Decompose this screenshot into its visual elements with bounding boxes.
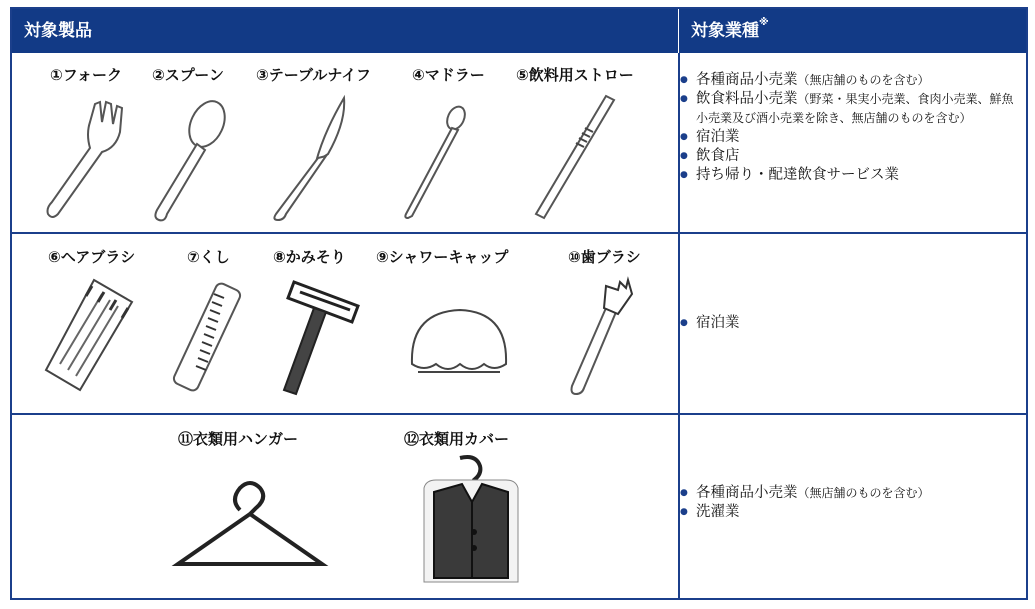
- razor-icon: [266, 276, 366, 401]
- industry-list: [680, 71, 1025, 185]
- knife-icon: [262, 92, 352, 222]
- products-header-title: 対象製品: [24, 21, 92, 41]
- product-label: ⑦くし: [187, 248, 230, 266]
- product-label: ④マドラー: [412, 66, 485, 84]
- product-label: ⑥ヘアブラシ: [48, 248, 136, 266]
- shower-cap-icon: [404, 302, 514, 387]
- industry-item: ● 飲食店: [680, 147, 1025, 166]
- industries-header-title: 対象業種: [691, 21, 759, 41]
- hairbrush-icon: [40, 272, 140, 402]
- industry-item: ● 持ち帰り・配達飲食サービス業: [680, 166, 1025, 185]
- industry-item: ● 洗濯業: [680, 503, 1025, 522]
- muddler-icon: [398, 92, 478, 222]
- spoon-icon: [145, 92, 235, 222]
- comb-icon: [160, 280, 250, 395]
- industry-item: ● 各種商品小売業（無店舗のものを含む）: [680, 71, 1025, 90]
- industry-item: ● 各種商品小売業（無店舗のものを含む）: [680, 484, 1025, 503]
- straw-icon: [530, 92, 620, 222]
- fork-icon: [40, 92, 130, 222]
- industries-header: [679, 9, 1026, 53]
- hanger-icon: [170, 470, 330, 575]
- toothbrush-icon: [560, 272, 640, 402]
- products-header: [12, 9, 678, 53]
- product-label: ③テーブルナイフ: [256, 66, 371, 84]
- product-label: ⑪衣類用ハンガー: [178, 430, 299, 448]
- row-divider: [12, 413, 1026, 415]
- industry-item: ● 宿泊業: [680, 128, 1025, 147]
- industry-list: [680, 484, 1025, 522]
- garment-cover-icon: [416, 452, 526, 587]
- product-label: ①フォーク: [50, 66, 122, 84]
- product-label: ⑨シャワーキャップ: [376, 248, 509, 266]
- industry-list: [680, 314, 1025, 333]
- product-label: ⑫衣類用カバー: [404, 430, 510, 448]
- industries-footnote-mark: ※: [759, 17, 769, 28]
- product-label: ⑧かみそり: [273, 248, 346, 266]
- product-label: ②スプーン: [152, 66, 224, 84]
- row-divider: [12, 232, 1026, 234]
- product-label: ⑤飲料用ストロー: [516, 66, 634, 84]
- product-label: ⑩歯ブラシ: [568, 248, 641, 266]
- industry-item: ● 宿泊業: [680, 314, 1025, 333]
- industry-item: ● 飲食料品小売業（野菜・果実小売業、食肉小売業、鮮魚小売業及び酒小売業を除き、無店舗のものを含む）: [680, 90, 1025, 128]
